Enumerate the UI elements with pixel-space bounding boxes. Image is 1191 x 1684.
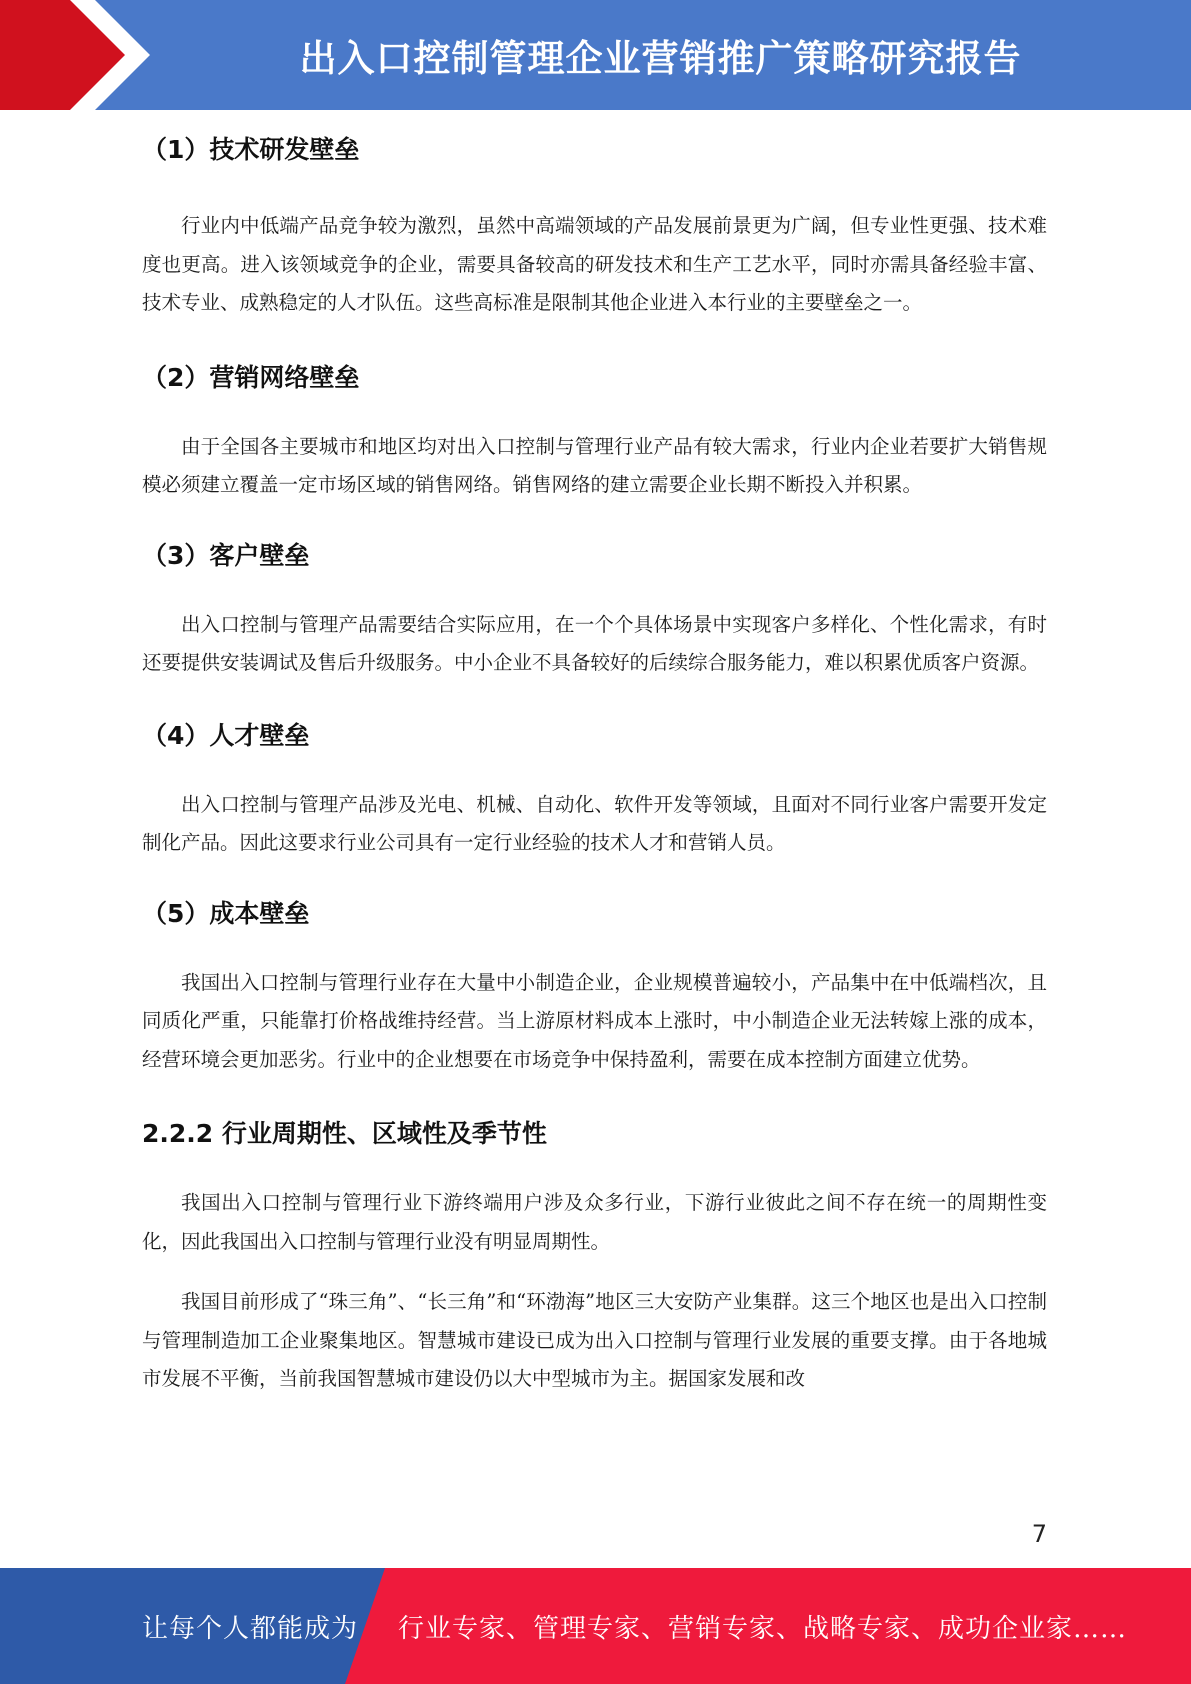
- section-heading-customer: （3）客户壁垒: [142, 540, 310, 570]
- paragraph: 我国出入口控制与管理行业存在大量中小制造企业，企业规模普遍较小，产品集中在中低端档次，且同质化严重，只能靠打价格战维持经营。当上游原材料成本上涨时，中小制造企业无法转嫁上涨的成本，经营环境会更加恶劣。行业中的企业想要在市场竞争中保持盈利，需要在成本控制方面建立优势。: [142, 970, 1047, 1071]
- document-body: [142, 125, 1047, 1399]
- paragraph: 我国目前形成了“珠三角”、“长三角”和“环渤海”地区三大安防产业集群。这三个地区也是出入口控制与管理制造加工企业聚集地区。智慧城市建设已成为出入口控制与管理行业发展的重要支撑。由于各地城市发展不平衡，当前我国智慧城市建设仍以大中型城市为主。据国家发展和改: [142, 1290, 1047, 1390]
- page-number: 7: [1031, 1520, 1047, 1548]
- footer-slogan-left: 让每个人都能成为: [142, 1613, 359, 1644]
- document-title: 出入口控制管理企业营销推广策略研究报告: [299, 37, 1022, 80]
- section-heading-cost: （5）成本壁垒: [142, 898, 310, 928]
- paragraph: 行业内中低端产品竞争较为激烈，虽然中高端领域的产品发展前景更为广阔，但专业性更强、技术难度也更高。进入该领域竞争的企业，需要具备较高的研发技术和生产工艺水平，同时亦需具备经验丰富、技术专业、成熟稳定的人才队伍。这些高标准是限制其他企业进入本行业的主要壁垒之一。: [142, 214, 1047, 314]
- paragraph: 出入口控制与管理产品涉及光电、机械、自动化、软件开发等领域，且面对不同行业客户需要开发定制化产品。因此这要求行业公司具有一定行业经验的技术人才和营销人员。: [142, 792, 1047, 854]
- page-footer: [0, 1568, 1191, 1684]
- paragraph: 出入口控制与管理产品需要结合实际应用，在一个个具体场景中实现客户多样化、个性化需求，有时还要提供安装调试及售后升级服务。中小企业不具备较好的后续综合服务能力，难以积累优质客户资源。: [142, 612, 1047, 674]
- section-heading-marketing-network: （2）营销网络壁垒: [142, 362, 360, 392]
- header-arrow-decoration: [0, 0, 170, 110]
- section-heading-talent: （4）人才壁垒: [142, 720, 310, 750]
- section-heading-cyclicality: 2.2.2 行业周期性、区域性及季节性: [142, 1119, 547, 1148]
- section-heading-tech-rd: （1）技术研发壁垒: [142, 135, 360, 164]
- page-header: [0, 0, 1191, 110]
- paragraph: 我国出入口控制与管理行业下游终端用户涉及众多行业，下游行业彼此之间不存在统一的周期性变化，因此我国出入口控制与管理行业没有明显周期性。: [142, 1191, 1047, 1253]
- paragraph: 由于全国各主要城市和地区均对出入口控制与管理行业产品有较大需求，行业内企业若要扩大销售规模必须建立覆盖一定市场区域的销售网络。销售网络的建立需要企业长期不断投入并积累。: [142, 434, 1047, 496]
- footer-slogan-right: 行业专家、管理专家、营销专家、战略专家、成功企业家……: [398, 1613, 1128, 1644]
